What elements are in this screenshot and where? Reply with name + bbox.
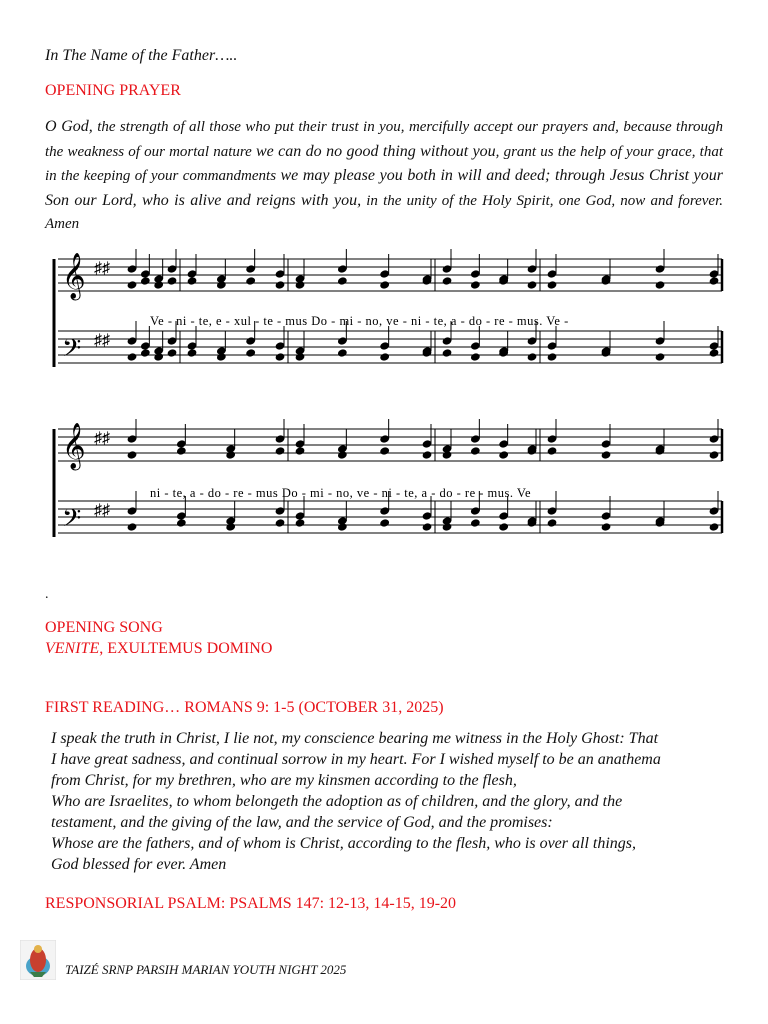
treble-clef: 𝄞 bbox=[62, 253, 86, 298]
prayer-body-big-2: we may please you both in will and deed; through Jesus Christ your Son our Lord, who is alive and reigns with you, bbox=[45, 167, 723, 209]
reading-line: I speak the truth in Christ, I lie not, my conscience bearing me witness in the Holy Ghost: That bbox=[51, 730, 659, 747]
score-system-1 bbox=[54, 249, 722, 368]
reading-line: Whose are the fathers, and of whom is Christ, according to the flesh, who is over all things, bbox=[51, 835, 637, 852]
opening-song-title bbox=[45, 640, 272, 658]
note-head bbox=[127, 522, 138, 532]
note-head bbox=[275, 518, 286, 528]
reading-line: I have great sadness, and continual sorrow in my heart. For I wished myself to be an anathema bbox=[51, 751, 661, 768]
note-head bbox=[127, 450, 138, 460]
parish-logo-icon bbox=[20, 940, 56, 980]
note-head bbox=[655, 352, 666, 362]
score-system-2 bbox=[54, 419, 722, 538]
note-head bbox=[187, 348, 198, 358]
note-head bbox=[275, 280, 286, 290]
note-head bbox=[442, 450, 453, 460]
note-head bbox=[275, 352, 286, 362]
note-head bbox=[709, 522, 720, 532]
key-signature: ♯♯ bbox=[94, 430, 110, 447]
reading-line: Who are Israelites, to whom belongeth the adoption as of children, and the glory, and the bbox=[51, 793, 623, 810]
note-head bbox=[709, 450, 720, 460]
key-signature: ♯♯ bbox=[94, 332, 110, 349]
note-head bbox=[379, 280, 390, 290]
lyrics-line: Ve - ni - te, e - xul - te - mus Do - mi - no, ve - ni - te, a - do - re - mus. Ve - bbox=[150, 314, 569, 328]
note-head bbox=[442, 276, 453, 286]
treble-clef: 𝄞 bbox=[62, 423, 86, 468]
first-reading-heading: FIRST READING… ROMANS 9: 1-5 (OCTOBER 31, 2025) bbox=[45, 699, 444, 716]
opening-prayer-text bbox=[45, 115, 723, 237]
note-head bbox=[709, 276, 720, 286]
note-head bbox=[470, 518, 481, 528]
bass-clef: 𝄢 bbox=[62, 505, 82, 538]
note-head bbox=[422, 450, 433, 460]
note-head bbox=[379, 352, 390, 362]
note-head bbox=[295, 518, 306, 528]
prayer-body-1: the strength of all those who put their trust in you, mercifully accept our prayers and, because through the weakness of our mortal nature bbox=[45, 119, 724, 160]
note-head bbox=[140, 276, 151, 286]
note-head bbox=[295, 352, 306, 362]
note-head bbox=[225, 450, 236, 460]
note-head bbox=[470, 280, 481, 290]
music-score bbox=[50, 245, 726, 575]
note-head bbox=[176, 518, 187, 528]
note-head bbox=[127, 352, 138, 362]
prayer-body-3: in the unity of the Holy Spirit, one God, now and forever. Amen bbox=[45, 192, 723, 232]
note-head bbox=[153, 280, 164, 290]
prayer-body-2: , grant us the help of your grace, that in the keeping of your commandments bbox=[45, 143, 724, 184]
first-reading-text bbox=[51, 728, 731, 875]
note-head bbox=[379, 446, 390, 456]
opening-prayer-heading: OPENING PRAYER bbox=[45, 82, 181, 99]
song-title-rest: , EXULTEMUS DOMINO bbox=[99, 640, 273, 657]
note-head bbox=[167, 348, 178, 358]
note-head bbox=[601, 522, 612, 532]
responsorial-psalm-heading: RESPONSORIAL PSALM: PSALMS 147: 12-13, 14-15, 19-20 bbox=[45, 895, 457, 912]
footer bbox=[20, 940, 520, 980]
separator-dot: . bbox=[45, 587, 49, 602]
note-head bbox=[127, 280, 138, 290]
reading-line: God blessed for ever. Amen bbox=[51, 856, 227, 873]
note-head bbox=[167, 276, 178, 286]
note-head bbox=[337, 276, 348, 286]
note-head bbox=[442, 522, 453, 532]
prayer-lead: O God, bbox=[45, 118, 93, 135]
song-title-italic: VENITE bbox=[45, 640, 100, 657]
note-head bbox=[379, 518, 390, 528]
note-head bbox=[295, 446, 306, 456]
note-head bbox=[176, 446, 187, 456]
opening-song-heading: OPENING SONG bbox=[45, 619, 163, 636]
key-signature: ♯♯ bbox=[94, 502, 110, 519]
note-head bbox=[295, 280, 306, 290]
note-head bbox=[337, 450, 348, 460]
note-head bbox=[245, 276, 256, 286]
note-head bbox=[337, 348, 348, 358]
note-head bbox=[422, 522, 433, 532]
key-signature: ♯♯ bbox=[94, 260, 110, 277]
note-head bbox=[655, 280, 666, 290]
reading-line: from Christ, for my brethren, who are my kinsmen according to the flesh, bbox=[51, 772, 517, 789]
note-head bbox=[527, 352, 538, 362]
lyrics-line: ni - te, a - do - re - mus Do - mi - no, ve - ni - te, a - do - re - mus. Ve bbox=[150, 486, 532, 500]
note-head bbox=[547, 446, 558, 456]
note-head bbox=[470, 446, 481, 456]
note-head bbox=[337, 522, 348, 532]
note-head bbox=[216, 280, 227, 290]
note-head bbox=[153, 352, 164, 362]
note-head bbox=[187, 276, 198, 286]
prayer-body-big-1: we can do no good thing without you bbox=[256, 142, 496, 160]
note-head bbox=[245, 348, 256, 358]
note-head bbox=[225, 522, 236, 532]
note-head bbox=[275, 446, 286, 456]
note-head bbox=[498, 522, 509, 532]
reading-line: testament, and the giving of the law, and the service of God, and the promises: bbox=[51, 814, 553, 831]
footer-text: TAIZÉ SRNP PARSIH MARIAN YOUTH NIGHT 2025 bbox=[65, 962, 347, 977]
note-head bbox=[547, 280, 558, 290]
bass-clef: 𝄢 bbox=[62, 335, 82, 368]
note-head bbox=[547, 518, 558, 528]
note-head bbox=[601, 450, 612, 460]
note-head bbox=[527, 280, 538, 290]
note-head bbox=[498, 450, 509, 460]
note-head bbox=[442, 348, 453, 358]
note-head bbox=[216, 352, 227, 362]
note-head bbox=[140, 348, 151, 358]
note-head bbox=[547, 352, 558, 362]
note-head bbox=[470, 352, 481, 362]
header-line: In The Name of the Father….. bbox=[45, 47, 238, 64]
note-head bbox=[709, 348, 720, 358]
